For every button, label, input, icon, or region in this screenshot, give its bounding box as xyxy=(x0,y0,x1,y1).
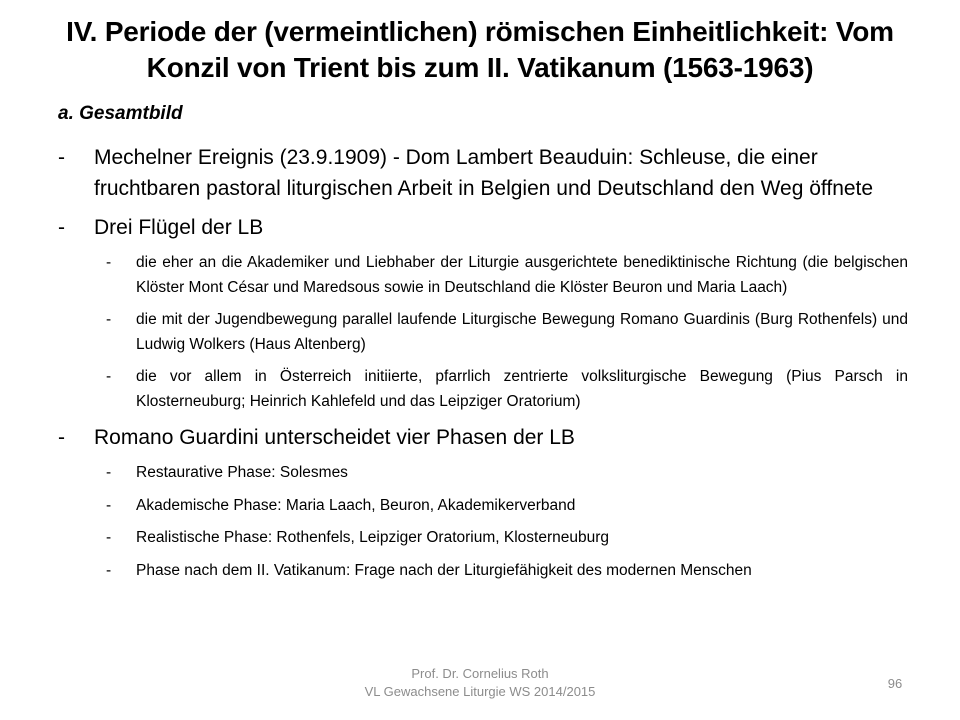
bullet-item-level2 xyxy=(58,251,908,300)
bullet-marker: - xyxy=(106,561,112,579)
bullet-item-level1 xyxy=(58,212,908,243)
bullet-text: Restaurative Phase: Solesmes xyxy=(136,464,348,481)
bullet-text: Realistische Phase: Rothenfels, Leipziger Oratorium, Klosterneuburg xyxy=(136,529,609,546)
bullet-text: die eher an die Akademiker und Liebhaber der Liturgie ausgerichtete benediktinische Richtung (die belgischen Klöster Mont César und Maredsous sowie in Deutschland die Klöster Beuron und Maria Laach) xyxy=(136,254,908,296)
bullet-marker: - xyxy=(58,146,65,169)
slide-footer xyxy=(300,665,660,701)
bullet-text: die vor allem in Österreich initiierte, pfarrlich zentrierte volksliturgische Bewegung (Pius Parsch in Klosterneuburg; Heinrich Kahlefeld und das Leipziger Oratorium) xyxy=(136,368,908,410)
bullet-text: Phase nach dem II. Vatikanum: Frage nach der Liturgiefähigkeit des modernen Menschen xyxy=(136,561,752,579)
bullet-marker: - xyxy=(106,464,112,481)
bullet-item-level1 xyxy=(58,142,908,204)
bullet-text: Drei Flügel der LB xyxy=(94,216,264,239)
slide-title: IV. Periode der (vermeintlichen) römischen Einheitlichkeit: Vom Konzil von Trient bis zum II. Vatikanum (1563-1963) xyxy=(66,16,894,83)
bullet-item-level2 xyxy=(58,559,908,584)
bullet-item-level2 xyxy=(58,308,908,357)
bullet-item-level2 xyxy=(58,526,908,551)
bullet-text: Mechelner Ereignis (23.9.1909) - Dom Lambert Beauduin: Schleuse, die einer fruchtbaren pastoral liturgischen Arbeit in Belgien und Deutschland den Weg öffnete xyxy=(94,146,874,200)
section-subtitle: a. Gesamtbild xyxy=(58,103,183,124)
bullet-item-level2 xyxy=(58,494,908,519)
bullet-text: Romano Guardini unterscheidet vier Phasen der LB xyxy=(94,426,575,449)
bullet-marker: - xyxy=(58,426,65,449)
bullet-marker: - xyxy=(106,496,112,514)
bullet-item-level2 xyxy=(58,365,908,414)
page-number: 96 xyxy=(887,676,903,691)
bullet-text: die mit der Jugendbewegung parallel laufende Liturgische Bewegung Romano Guardinis (Burg Rothenfels) und Ludwig Wolkers (Haus Altenberg) xyxy=(136,311,908,353)
footer-course: VL Gewachsene Liturgie WS 2014/2015 xyxy=(364,684,596,699)
bullet-marker: - xyxy=(58,216,65,239)
bullet-marker: - xyxy=(106,368,112,385)
footer-author: Prof. Dr. Cornelius Roth xyxy=(411,666,549,681)
bullet-marker: - xyxy=(106,254,112,271)
bullet-item-level2 xyxy=(58,461,908,486)
bullet-marker: - xyxy=(106,311,112,328)
bullet-item-level1 xyxy=(58,422,908,453)
bullet-marker: - xyxy=(106,529,112,546)
bullet-text: Akademische Phase: Maria Laach, Beuron, Akademikerverband xyxy=(136,496,576,514)
bullet-list xyxy=(58,142,908,591)
